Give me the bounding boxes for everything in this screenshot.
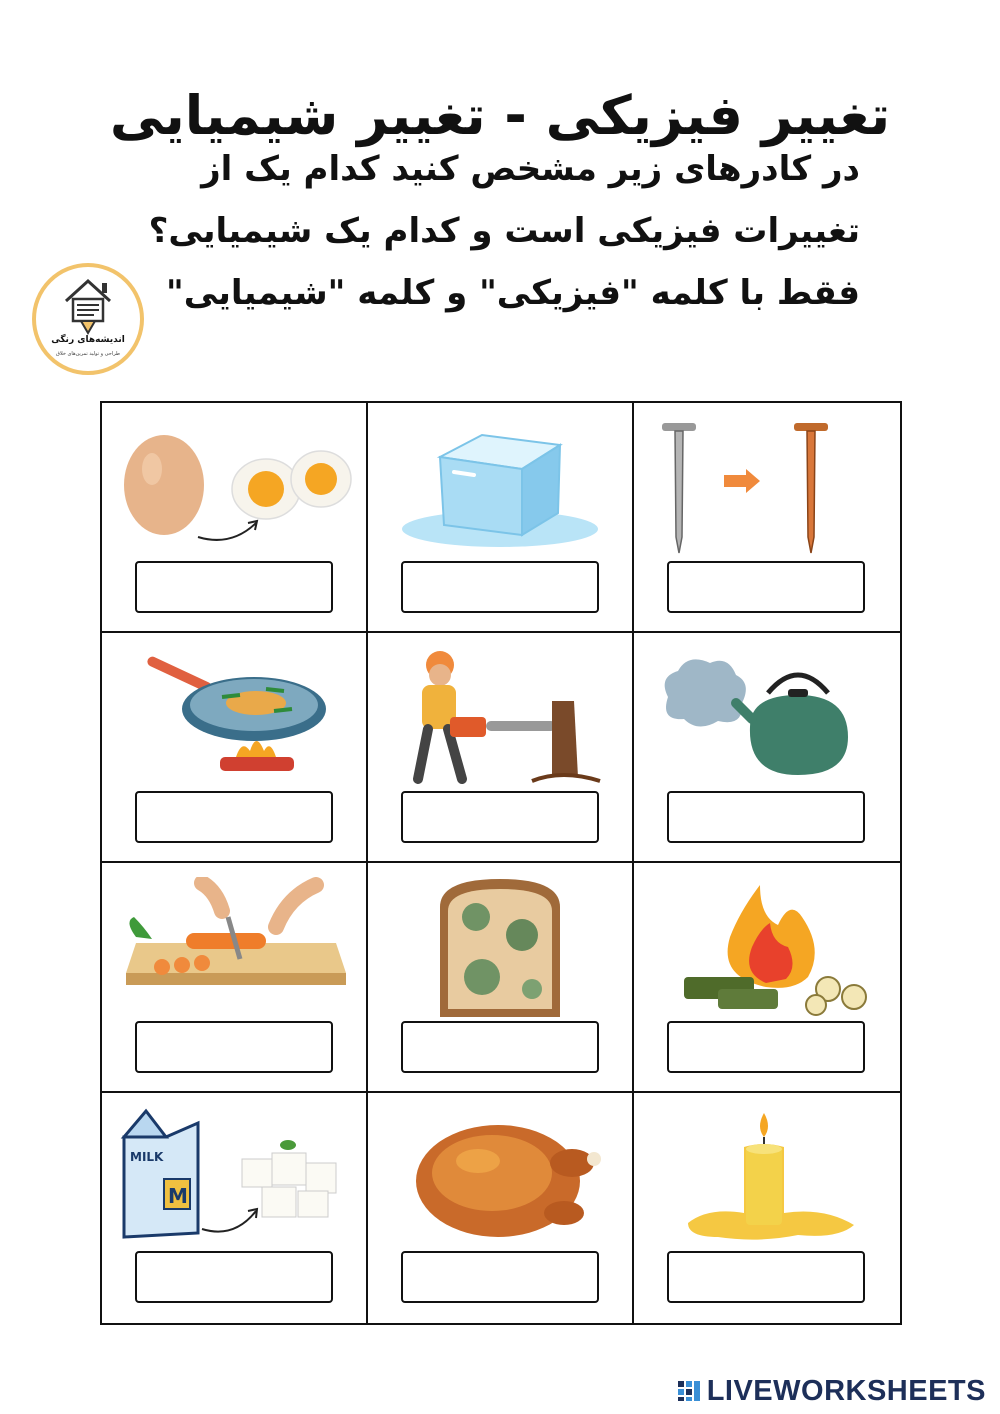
liveworksheets-logo-icon [677, 1379, 701, 1403]
footer-brand-text: LIVEWORKSHEETS [706, 1374, 986, 1407]
publisher-logo [32, 263, 144, 375]
house-pencil-icon [36, 267, 140, 337]
cell-ice [368, 403, 634, 633]
cutting-carrot-icon [116, 877, 352, 1017]
svg-text:M: M [168, 1184, 188, 1208]
instruction-line-2: تغییرات فیزیکی است و کدام یک شیمیایی؟ [148, 211, 860, 251]
campfire-icon [648, 877, 884, 1017]
cell-kettle [634, 633, 900, 863]
kettle-steam-icon [648, 647, 884, 787]
melting-candle-icon [648, 1107, 884, 1247]
answer-box[interactable] [401, 1021, 599, 1073]
nail-rusting-icon [648, 417, 884, 557]
roast-chicken-icon [382, 1107, 618, 1247]
cell-carrot [102, 863, 368, 1093]
milk-to-cheese-icon [116, 1107, 352, 1247]
cell-frying [102, 633, 368, 863]
answer-box[interactable] [401, 791, 599, 843]
answer-box[interactable] [135, 1021, 333, 1073]
cell-fire [634, 863, 900, 1093]
frying-pan-icon [116, 647, 352, 787]
answer-box[interactable] [667, 1251, 865, 1303]
egg-boiled-icon [116, 417, 352, 557]
cell-nail [634, 403, 900, 633]
answer-box[interactable] [135, 1251, 333, 1303]
chainsaw-cutting-tree-icon [382, 647, 618, 787]
page-title: تغییر فیزیکی - تغییر شیمیایی [109, 84, 891, 148]
instruction-line-3: فقط با کلمه "فیزیکی" و کلمه "شیمیایی" [166, 273, 860, 313]
cell-chainsaw [368, 633, 634, 863]
worksheet-grid [100, 401, 902, 1325]
moldy-bread-icon [382, 877, 618, 1017]
cell-chicken [368, 1093, 634, 1323]
answer-box[interactable] [135, 561, 333, 613]
publisher-tagline: طراحی و تولید تمرین‌های خلاق [55, 351, 121, 357]
instructions [140, 138, 860, 324]
cell-bread [368, 863, 634, 1093]
cell-milk [102, 1093, 368, 1323]
cell-candle [634, 1093, 900, 1323]
answer-box[interactable] [667, 791, 865, 843]
answer-box[interactable] [667, 1021, 865, 1073]
instruction-line-1: در کادرهای زیر مشخص کنید کدام یک از [201, 149, 860, 189]
ice-cube-melting-icon [382, 417, 618, 557]
answer-box[interactable] [667, 561, 865, 613]
answer-box[interactable] [135, 791, 333, 843]
svg-text:MILK: MILK [130, 1150, 164, 1164]
footer-brand [677, 1374, 986, 1408]
answer-box[interactable] [401, 561, 599, 613]
publisher-name: اندیشه‌های رنگی [51, 335, 125, 345]
answer-box[interactable] [401, 1251, 599, 1303]
cell-egg [102, 403, 368, 633]
